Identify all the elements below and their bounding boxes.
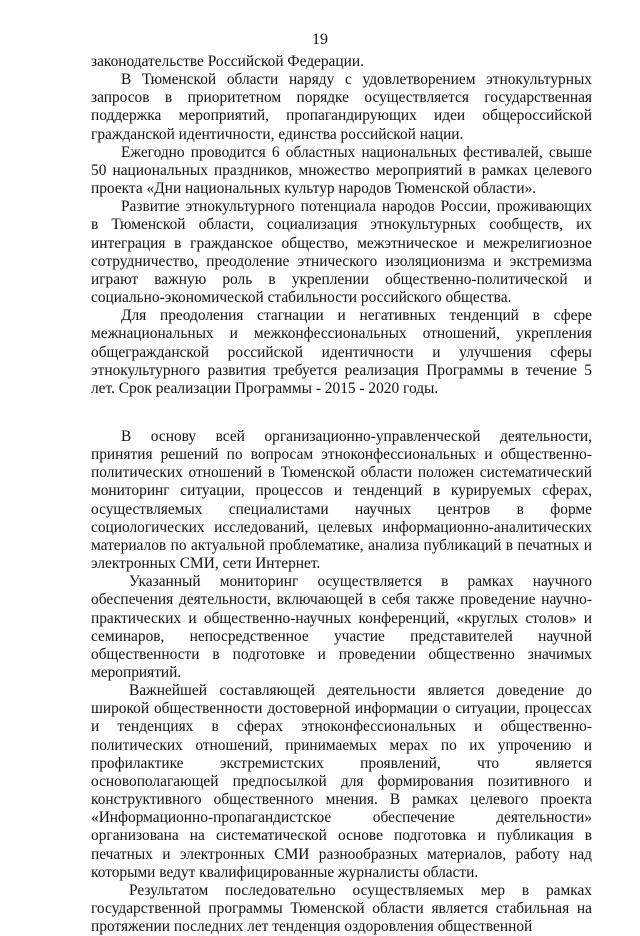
paragraph-continuation: законодательстве Российской Федерации.: [91, 53, 364, 70]
paragraph: Важнейшей составляющей деятельности является доведение до широкой общественности достоверной информации о ситуации, процессах и тенденциях в сферах этноконфессиональных и общественно-политических отношений, принимаемых мерах по их упрочению и профилактике экстремистских проявлений, что является основополагающей предпосылкой для формирования позитивного и конструктивного общественного мнения. В рамках целевого проекта «Информационно-пропагандистское обеспечение деятельности» организована на систематической основе подготовка и публикация в печатных и электронных СМИ разнообразных материалов, работу над которыми ведут квалифицированные журналисты области.: [91, 682, 592, 881]
paragraph: Ежегодно проводится 6 областных национальных фестивалей, свыше 50 национальных праздников, множество мероприятий в рамках целевого проекта «Дни национальных культур народов Тюменской области».: [91, 143, 592, 198]
paragraph-truncated: Результатом последовательно осуществляемых мер в рамках государственной программы Тюменской области является стабильная на протяжении последних лет тенденция оздоровления общественной: [91, 881, 592, 936]
paragraph: В Тюменской области наряду с удовлетворением этнокультурных запросов в приоритетном порядке осуществляется государственная поддержка мероприятий, пропагандирующих идеи общероссийской гражданской идентичности, единства российской нации.: [91, 71, 592, 143]
paragraph: Развитие этнокультурного потенциала народов России, проживающих в Тюменской области, социализация этнокультурных сообществ, их интеграция в гражданское общество, межэтническое и межрелигиозное сотрудничество, преодоление этнического изоляционизма и экстремизма играют важную роль в укреплении общественно-политической и социально-экономической стабильности российского общества.: [91, 198, 592, 307]
paragraph: Для преодоления стагнации и негативных тенденций в сфере межнациональных и межконфессиональных отношений, укрепления общегражданской российской идентичности и улучшения сферы этнокультурного развития требуется реализация Программы в течение 5 лет. Срок реализации Программы - 2015 - 2020 годы.: [91, 307, 592, 397]
document-body: [91, 53, 592, 936]
page-number: 19: [312, 31, 328, 48]
paragraph: Указанный мониторинг осуществляется в рамках научного обеспечения деятельности, включающей в себя также проведение научно-практических и общественно-научных конференций, «круглых столов» и семинаров, непосредственное участие представителей научной общественности в подготовке и проведении общественно значимых мероприятий.: [91, 573, 592, 681]
paragraph: В основу всей организационно-управленческой деятельности, принятия решений по вопросам этноконфессиональных и общественно-политических отношений в Тюменской области положен систематический мониторинг ситуации, процессов и тенденций в курируемых сферах, осуществляемых специалистами научных центров в форме социологических исследований, целевых информационно-аналитических материалов по актуальной проблематике, анализа публикаций в печатных и электронных СМИ, сети Интернет.: [91, 427, 592, 573]
